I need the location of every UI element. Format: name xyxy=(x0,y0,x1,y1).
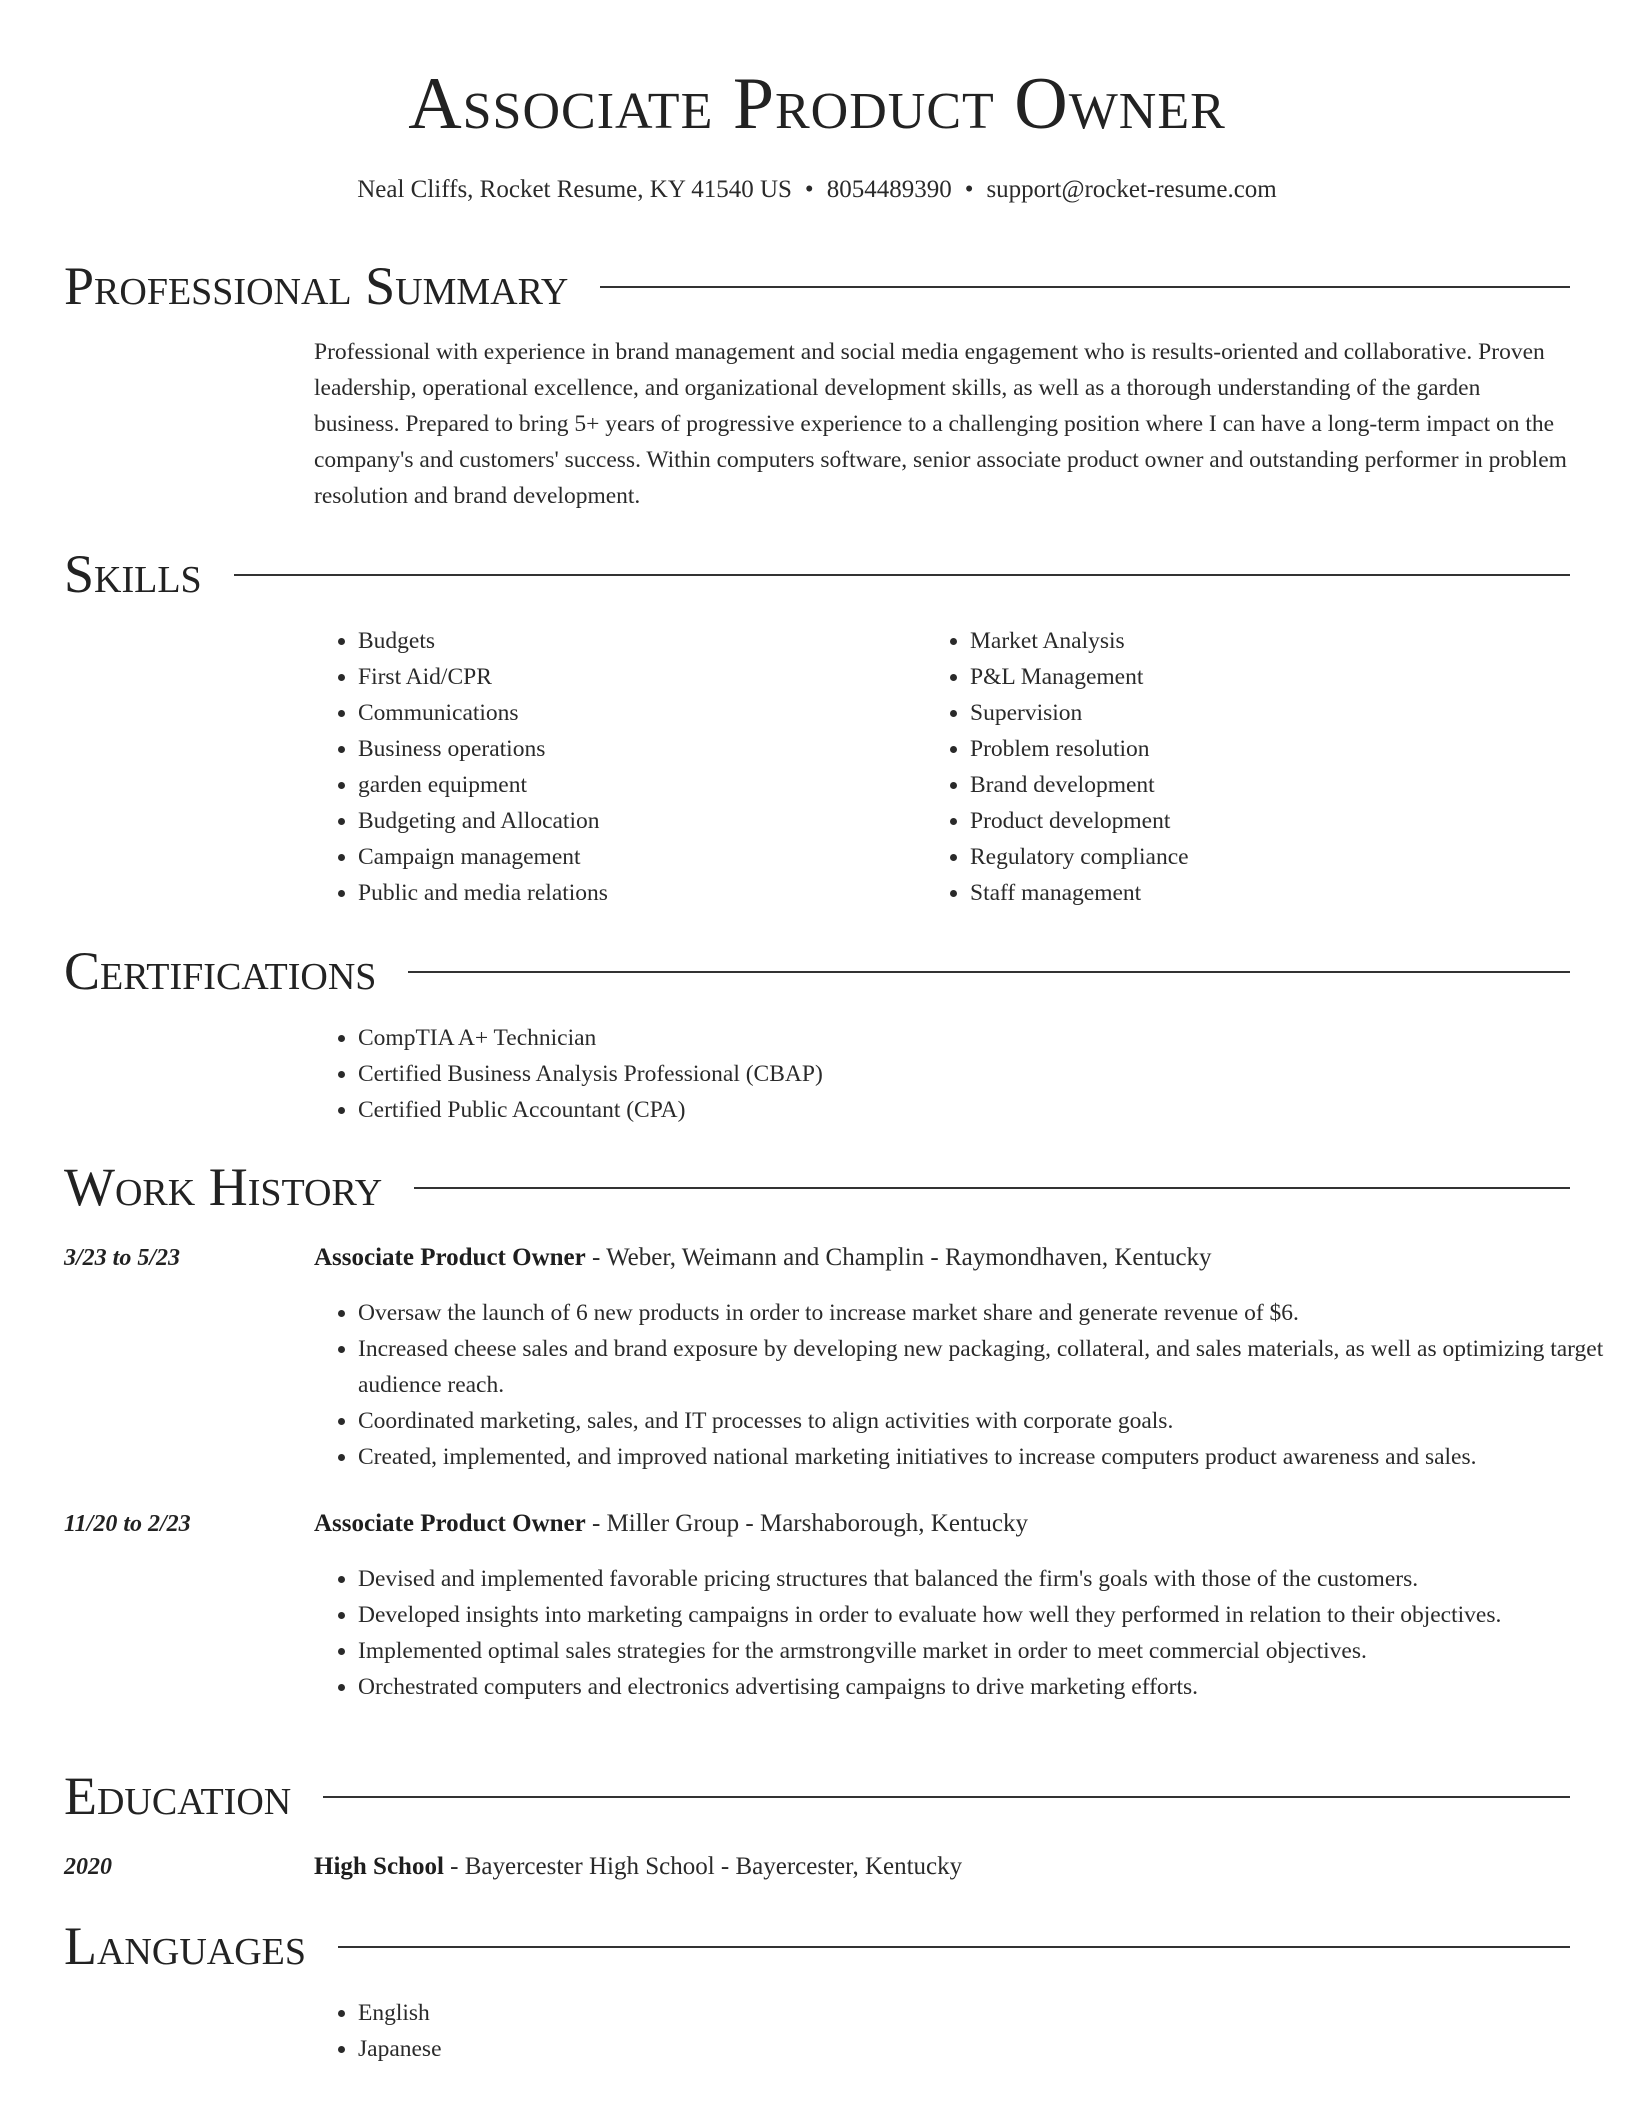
skill-item: • Problem resolution xyxy=(970,731,1530,767)
skill-item: • Product development xyxy=(970,803,1530,839)
summary-text: Professional with experience in brand management and social media engagement who is results-oriented and collaborative. Proven leadership, operational excellence, and organizational development skills, as well as a thorough understanding of the garden business. Prepared to bring 5+ years of progressive experience to a challenging position where I can have a long-term impact on the company's and customers' success. Within computers software, senior associate product owner and outstanding performer in problem resolution and brand development. xyxy=(314,339,1567,509)
contact-email: support@rocket-resume.com xyxy=(986,176,1277,203)
section-divider xyxy=(323,1796,1570,1798)
skill-item: • Campaign management xyxy=(358,839,918,875)
education-year: 2020 xyxy=(64,1854,112,1880)
job-dates: 11/20 to 2/23 xyxy=(64,1511,191,1537)
section-divider xyxy=(414,1187,1570,1189)
certifications-section-header xyxy=(64,938,1570,1004)
job-company: - Weber, Weimann and Champlin - Raymondhaven, Kentucky xyxy=(585,1244,1212,1271)
skill-item: • Staff management xyxy=(970,875,1530,911)
contact-separator: • xyxy=(804,176,814,203)
job-title: Associate Product Owner xyxy=(314,1510,586,1537)
skill-item: • Regulatory compliance xyxy=(970,839,1530,875)
section-divider xyxy=(408,971,1570,973)
job-bullet: • Devised and implemented favorable pricing structures that balanced the firm's goals with those of the customers. xyxy=(358,1561,1614,1597)
skill-item: • Public and media relations xyxy=(358,875,918,911)
skill-item: • P&L Management xyxy=(970,659,1530,695)
job-bullet: • Developed insights into marketing campaigns in order to evaluate how well they performed in relation to their objectives. xyxy=(358,1597,1614,1633)
language-item: • Japanese xyxy=(358,2031,958,2067)
skills-list-right xyxy=(926,623,1530,911)
skill-item: • Supervision xyxy=(970,695,1530,731)
job-heading xyxy=(314,1506,1570,1542)
work-section-header xyxy=(64,1154,1570,1220)
skill-item: • garden equipment xyxy=(358,767,918,803)
language-item: • English xyxy=(358,1995,958,2031)
education-section-header xyxy=(64,1763,1570,1829)
certification-item: • CompTIA A+ Technician xyxy=(358,1020,1558,1056)
section-divider xyxy=(600,286,1570,288)
contact-line xyxy=(64,174,1570,206)
job-bullet: • Implemented optimal sales strategies for the armstrongville market in order to meet commercial objectives. xyxy=(358,1633,1614,1669)
job-bullets xyxy=(314,1295,1614,1475)
certifications-heading: Certifications xyxy=(64,941,377,1001)
skills-section-header xyxy=(64,541,1570,607)
skill-item: • Budgeting and Allocation xyxy=(358,803,918,839)
skill-item: • Communications xyxy=(358,695,918,731)
contact-separator: • xyxy=(964,176,974,203)
skill-item: • Budgets xyxy=(358,623,918,659)
education-line xyxy=(314,1849,1570,1885)
skill-item: • Business operations xyxy=(358,731,918,767)
job-bullets xyxy=(314,1561,1614,1705)
languages-section-header xyxy=(64,1913,1570,1979)
contact-address: Neal Cliffs, Rocket Resume, KY 41540 US xyxy=(357,176,792,203)
skill-item: • Market Analysis xyxy=(970,623,1530,659)
job-heading xyxy=(314,1240,1570,1276)
contact-phone: 8054489390 xyxy=(826,176,952,203)
certification-item: • Certified Business Analysis Professional (CBAP) xyxy=(358,1056,1558,1092)
certifications-list xyxy=(314,1020,1558,1128)
summary-heading: Professional Summary xyxy=(64,256,569,316)
resume-title: Associate Product Owner xyxy=(408,63,1226,145)
job-bullet: • Increased cheese sales and brand exposure by developing new packaging, collateral, and sales materials, as well as optimizing target audience reach. xyxy=(358,1331,1614,1403)
languages-list xyxy=(314,1995,958,2067)
education-heading: Education xyxy=(64,1766,292,1826)
job-bullet: • Oversaw the launch of 6 new products in order to increase market share and generate revenue of $6. xyxy=(358,1295,1614,1331)
job-bullet: • Created, implemented, and improved national marketing initiatives to increase computers product awareness and sales. xyxy=(358,1439,1614,1475)
job-title: Associate Product Owner xyxy=(314,1244,586,1271)
section-divider xyxy=(338,1946,1570,1948)
work-heading: Work History xyxy=(64,1157,383,1217)
job-bullet: • Coordinated marketing, sales, and IT processes to align activities with corporate goals. xyxy=(358,1403,1614,1439)
skills-heading: Skills xyxy=(64,544,202,604)
job-bullet: • Orchestrated computers and electronics advertising campaigns to drive marketing efforts. xyxy=(358,1669,1614,1705)
section-divider xyxy=(234,574,1570,576)
certification-item: • Certified Public Accountant (CPA) xyxy=(358,1092,1558,1128)
skill-item: • Brand development xyxy=(970,767,1530,803)
skills-list-left xyxy=(314,623,918,911)
education-degree: High School xyxy=(314,1853,444,1880)
summary-section-header xyxy=(64,253,1570,319)
languages-heading: Languages xyxy=(64,1916,306,1976)
job-dates: 3/23 to 5/23 xyxy=(64,1245,181,1271)
job-company: - Miller Group - Marshaborough, Kentucky xyxy=(585,1510,1028,1537)
skill-item: • First Aid/CPR xyxy=(358,659,918,695)
education-school: - Bayercester High School - Bayercester, Kentucky xyxy=(443,1853,963,1880)
